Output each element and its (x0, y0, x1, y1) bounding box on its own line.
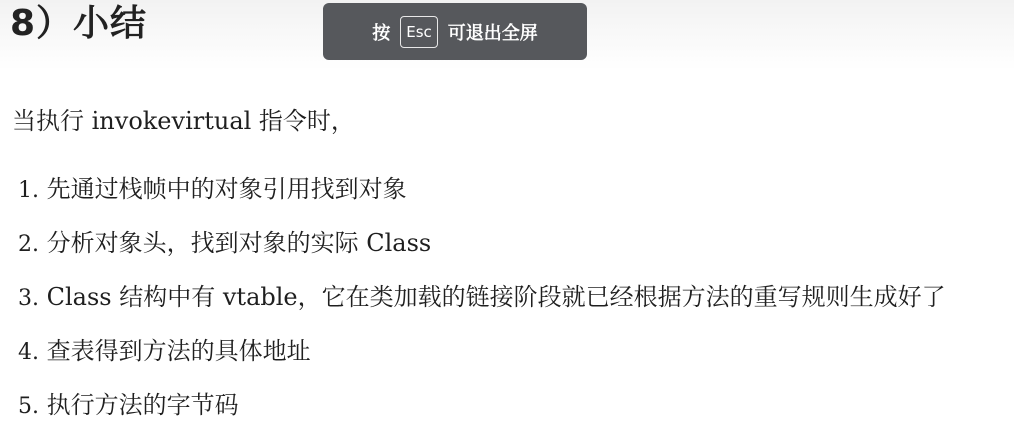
esc-key-badge: Esc (400, 16, 438, 48)
intro-paragraph: 当执行 invokevirtual 指令时， (12, 107, 355, 135)
list-item-number: 2. (18, 232, 39, 257)
list-item-text: 查表得到方法的具体地址 (46, 337, 311, 365)
list-item-text: 执行方法的字节码 (46, 391, 239, 419)
list-item-text: 先通过栈帧中的对象引用找到对象 (46, 175, 407, 203)
list-item-text: Class 结构中有 vtable，它在类加载的链接阶段就已经根据方法的重写规则生成好了 (46, 283, 946, 311)
list-item-number: 4. (18, 340, 39, 365)
fullscreen-exit-toast (323, 3, 587, 60)
list-item-text: 分析对象头，找到对象的实际 Class (46, 229, 432, 257)
toast-action-label: 可退出全屏 (447, 22, 538, 44)
list-item (18, 278, 946, 332)
list-item (18, 224, 946, 278)
list-item-number: 5. (18, 394, 39, 419)
page-title: 8）小结 (10, 3, 148, 44)
list-item (18, 332, 946, 386)
toast-press-label: 按 (372, 22, 391, 44)
list-item-number: 1. (18, 178, 39, 203)
list-item-number: 3. (18, 286, 39, 311)
list-item (18, 386, 946, 440)
list-item (18, 170, 946, 224)
steps-list (18, 170, 946, 440)
